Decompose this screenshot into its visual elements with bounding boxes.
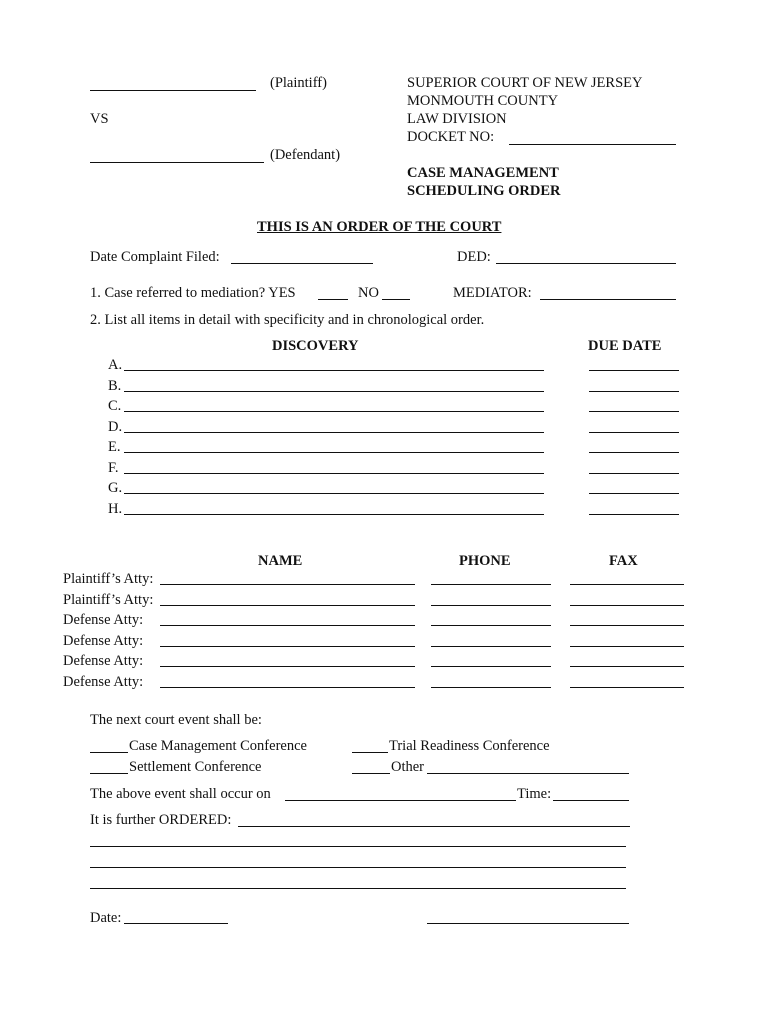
fax-column-header: FAX: [609, 553, 638, 569]
settlement-option-label: Settlement Conference: [129, 759, 262, 775]
attorney-phone-blank[interactable]: [431, 687, 551, 688]
discovery-item-label: F.: [108, 459, 119, 476]
attorney-name-blank[interactable]: [160, 666, 415, 667]
discovery-item-label: C.: [108, 398, 122, 414]
attorney-fax-blank[interactable]: [570, 646, 684, 647]
discovery-item-label: B.: [108, 377, 122, 394]
attorney-name-blank[interactable]: [160, 646, 415, 647]
discovery-due-date-blank[interactable]: [589, 391, 679, 392]
ded-label: DED:: [457, 249, 491, 265]
attorney-fax-blank[interactable]: [570, 584, 684, 585]
name-column-header: NAME: [258, 553, 303, 569]
discovery-item-blank[interactable]: [124, 391, 544, 392]
docket-number-blank[interactable]: [509, 144, 676, 145]
attorney-role-label: Plaintiff’s Atty:: [63, 571, 154, 587]
attorney-role-label: Defense Atty:: [63, 653, 144, 669]
event-time-blank[interactable]: [553, 800, 629, 801]
discovery-heading: DISCOVERY: [272, 338, 359, 354]
defendant-label: (Defendant): [270, 147, 341, 163]
attorney-role-label: Defense Atty:: [63, 632, 144, 649]
other-description-blank[interactable]: [427, 773, 629, 774]
discovery-due-date-blank[interactable]: [589, 370, 679, 371]
mediation-no-label: NO: [358, 285, 379, 301]
other-option-label: Other: [391, 759, 425, 775]
discovery-due-date-blank[interactable]: [589, 452, 679, 453]
discovery-item-blank[interactable]: [124, 473, 544, 474]
further-ordered-blank-4[interactable]: [90, 888, 626, 889]
event-date-blank[interactable]: [285, 800, 516, 801]
discovery-item-blank[interactable]: [124, 411, 544, 412]
discovery-due-date-blank[interactable]: [589, 514, 679, 515]
phone-column-header: PHONE: [459, 553, 511, 569]
ded-blank[interactable]: [496, 263, 676, 264]
other-check-blank[interactable]: [352, 773, 390, 774]
event-date-label: The above event shall occur on: [90, 786, 271, 802]
discovery-due-date-blank[interactable]: [589, 493, 679, 494]
judge-signature-line[interactable]: [427, 923, 629, 924]
event-time-label: Time:: [517, 786, 552, 802]
mediator-blank[interactable]: [540, 299, 676, 300]
list-items-instruction: 2. List all items in detail with specificity and in chronological order.: [90, 312, 485, 328]
discovery-due-date-blank[interactable]: [589, 473, 679, 474]
attorney-name-blank[interactable]: [160, 605, 415, 606]
due-date-heading: DUE DATE: [588, 338, 662, 354]
discovery-item-label: G.: [108, 480, 123, 496]
division-name: LAW DIVISION: [407, 111, 507, 127]
attorney-fax-blank[interactable]: [570, 687, 684, 688]
further-ordered-blank-1[interactable]: [238, 826, 630, 827]
mediation-no-blank[interactable]: [382, 299, 410, 300]
trial-readiness-option-label: Trial Readiness Conference: [389, 738, 550, 754]
next-event-intro: The next court event shall be:: [90, 712, 262, 728]
county-name: MONMOUTH COUNTY: [407, 93, 559, 109]
attorney-phone-blank[interactable]: [431, 625, 551, 626]
discovery-item-blank[interactable]: [124, 452, 544, 453]
attorney-phone-blank[interactable]: [431, 584, 551, 585]
form-title-line1: CASE MANAGEMENT: [407, 165, 559, 181]
date-complaint-filed-label: Date Complaint Filed:: [90, 249, 220, 265]
attorney-fax-blank[interactable]: [570, 625, 684, 626]
discovery-item-label: E.: [108, 439, 121, 455]
mediation-yes-blank[interactable]: [318, 299, 348, 300]
discovery-due-date-blank[interactable]: [589, 411, 679, 412]
order-heading: THIS IS AN ORDER OF THE COURT: [257, 219, 502, 235]
discovery-item-label: H.: [108, 500, 123, 517]
discovery-item-blank[interactable]: [124, 370, 544, 371]
discovery-item-label: D.: [108, 418, 123, 435]
cmc-option-label: Case Management Conference: [129, 738, 307, 754]
versus-label: VS: [90, 111, 109, 127]
signature-date-blank[interactable]: [124, 923, 228, 924]
trial-readiness-blank[interactable]: [352, 752, 388, 753]
further-ordered-blank-2[interactable]: [90, 846, 626, 847]
attorney-role-label: Defense Atty:: [63, 673, 144, 690]
attorney-name-blank[interactable]: [160, 687, 415, 688]
discovery-item-blank[interactable]: [124, 514, 544, 515]
attorney-phone-blank[interactable]: [431, 646, 551, 647]
further-ordered-label: It is further ORDERED:: [90, 812, 232, 828]
attorney-phone-blank[interactable]: [431, 605, 551, 606]
mediation-question: 1. Case referred to mediation? YES: [90, 285, 296, 301]
attorney-name-blank[interactable]: [160, 584, 415, 585]
further-ordered-blank-3[interactable]: [90, 867, 626, 868]
mediator-label: MEDIATOR:: [453, 285, 532, 301]
discovery-item-blank[interactable]: [124, 493, 544, 494]
cmc-blank[interactable]: [90, 752, 128, 753]
attorney-role-label: Plaintiff’s Atty:: [63, 591, 154, 608]
plaintiff-label: (Plaintiff): [270, 75, 327, 91]
attorney-fax-blank[interactable]: [570, 666, 684, 667]
discovery-item-blank[interactable]: [124, 432, 544, 433]
form-title-line2: SCHEDULING ORDER: [407, 183, 561, 199]
defendant-name-blank[interactable]: [90, 162, 264, 163]
court-name: SUPERIOR COURT OF NEW JERSEY: [407, 75, 643, 91]
discovery-due-date-blank[interactable]: [589, 432, 679, 433]
attorney-phone-blank[interactable]: [431, 666, 551, 667]
discovery-item-label: A.: [108, 357, 123, 373]
signature-date-label: Date:: [90, 910, 122, 926]
plaintiff-name-blank[interactable]: [90, 90, 256, 91]
date-complaint-filed-blank[interactable]: [231, 263, 373, 264]
attorney-fax-blank[interactable]: [570, 605, 684, 606]
attorney-role-label: Defense Atty:: [63, 612, 144, 628]
attorney-name-blank[interactable]: [160, 625, 415, 626]
settlement-blank[interactable]: [90, 773, 128, 774]
docket-label: DOCKET NO:: [407, 129, 495, 145]
